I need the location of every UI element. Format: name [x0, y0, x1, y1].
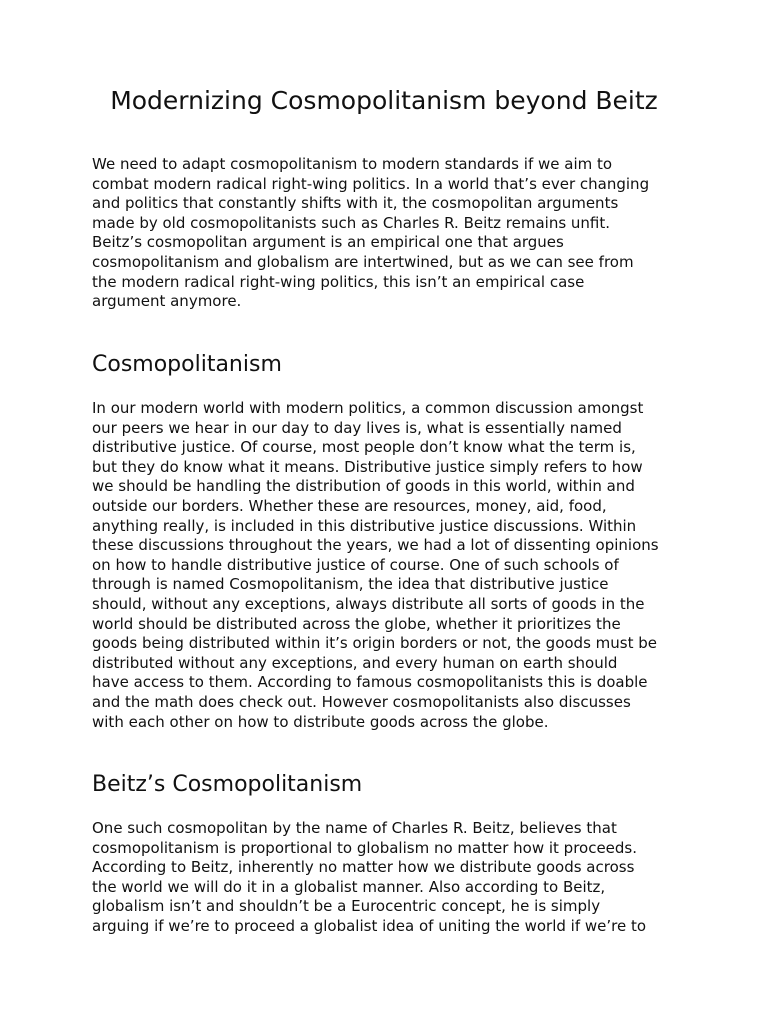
- intro-paragraph: [92, 155, 682, 312]
- paragraph-line: the world we will do it in a globalist manner. Also according to Beitz,: [92, 877, 606, 896]
- paragraph-line: According to Beitz, inherently no matter how we distribute goods across: [92, 858, 635, 877]
- paragraph-line: arguing if we’re to proceed a globalist idea of uniting the world if we’re to: [92, 916, 647, 935]
- paragraph-line: our peers we hear in our day to day lives is, what is essentially named: [92, 418, 622, 437]
- paragraph-line: combat modern radical right-wing politics. In a world that’s ever changing: [92, 174, 650, 193]
- paragraph-line: One such cosmopolitan by the name of Charles R. Beitz, believes that: [92, 819, 617, 837]
- paragraph-line: argument anymore.: [92, 292, 242, 311]
- paragraph-line: have access to them. According to famous cosmopolitanists this is doable: [92, 673, 648, 692]
- paragraph-line: cosmopolitanism and globalism are intertwined, but as we can see from: [92, 252, 634, 271]
- paragraph-line: and the math does check out. However cosmopolitanists also discusses: [92, 692, 631, 711]
- paragraph-line: distributed without any exceptions, and every human on earth should: [92, 653, 618, 672]
- paragraph-line: outside our borders. Whether these are resources, money, aid, food,: [92, 496, 607, 515]
- paragraph-line: but they do know what it means. Distributive justice simply refers to how: [92, 457, 643, 476]
- paragraph-line: and politics that constantly shifts with it, the cosmopolitan arguments: [92, 194, 619, 213]
- paragraph-line: In our modern world with modern politics, a common discussion amongst: [92, 399, 644, 417]
- document-title: Modernizing Cosmopolitanism beyond Beitz: [110, 86, 658, 115]
- paragraph-line: Beitz’s cosmopolitan argument is an empirical one that argues: [92, 233, 564, 252]
- paragraph-line: we should be handling the distribution of goods in this world, within and: [92, 477, 635, 496]
- paragraph-line: world should be distributed across the globe, whether it prioritizes the: [92, 614, 621, 633]
- paragraph-line: should, without any exceptions, always distribute all sorts of goods in the: [92, 594, 645, 613]
- paragraph-line: on how to handle distributive justice of course. One of such schools of: [92, 555, 619, 574]
- cosmopolitanism-paragraph: [92, 399, 682, 732]
- paragraph-line: these discussions throughout the years, we had a lot of dissenting opinions: [92, 536, 659, 555]
- paragraph-line: cosmopolitanism is proportional to globalism no matter how it proceeds.: [92, 838, 638, 857]
- section-heading-beitz-cosmopolitanism: Beitz’s Cosmopolitanism: [92, 772, 363, 797]
- beitz-paragraph: [92, 819, 682, 937]
- paragraph-line: We need to adapt cosmopolitanism to modern standards if we aim to: [92, 155, 613, 173]
- paragraph-line: distributive justice. Of course, most people don’t know what the term is,: [92, 438, 636, 457]
- paragraph-line: goods being distributed within it’s origin borders or not, the goods must be: [92, 634, 657, 653]
- section-heading-cosmopolitanism: Cosmopolitanism: [92, 352, 282, 377]
- paragraph-line: through is named Cosmopolitanism, the idea that distributive justice: [92, 575, 609, 594]
- paragraph-line: anything really, is included in this distributive justice discussions. Within: [92, 516, 637, 535]
- paragraph-line: the modern radical right-wing politics, this isn’t an empirical case: [92, 272, 585, 291]
- paragraph-line: with each other on how to distribute goods across the globe.: [92, 712, 549, 731]
- paragraph-line: globalism isn’t and shouldn’t be a Eurocentric concept, he is simply: [92, 897, 601, 916]
- paragraph-line: made by old cosmopolitanists such as Charles R. Beitz remains unfit.: [92, 213, 611, 232]
